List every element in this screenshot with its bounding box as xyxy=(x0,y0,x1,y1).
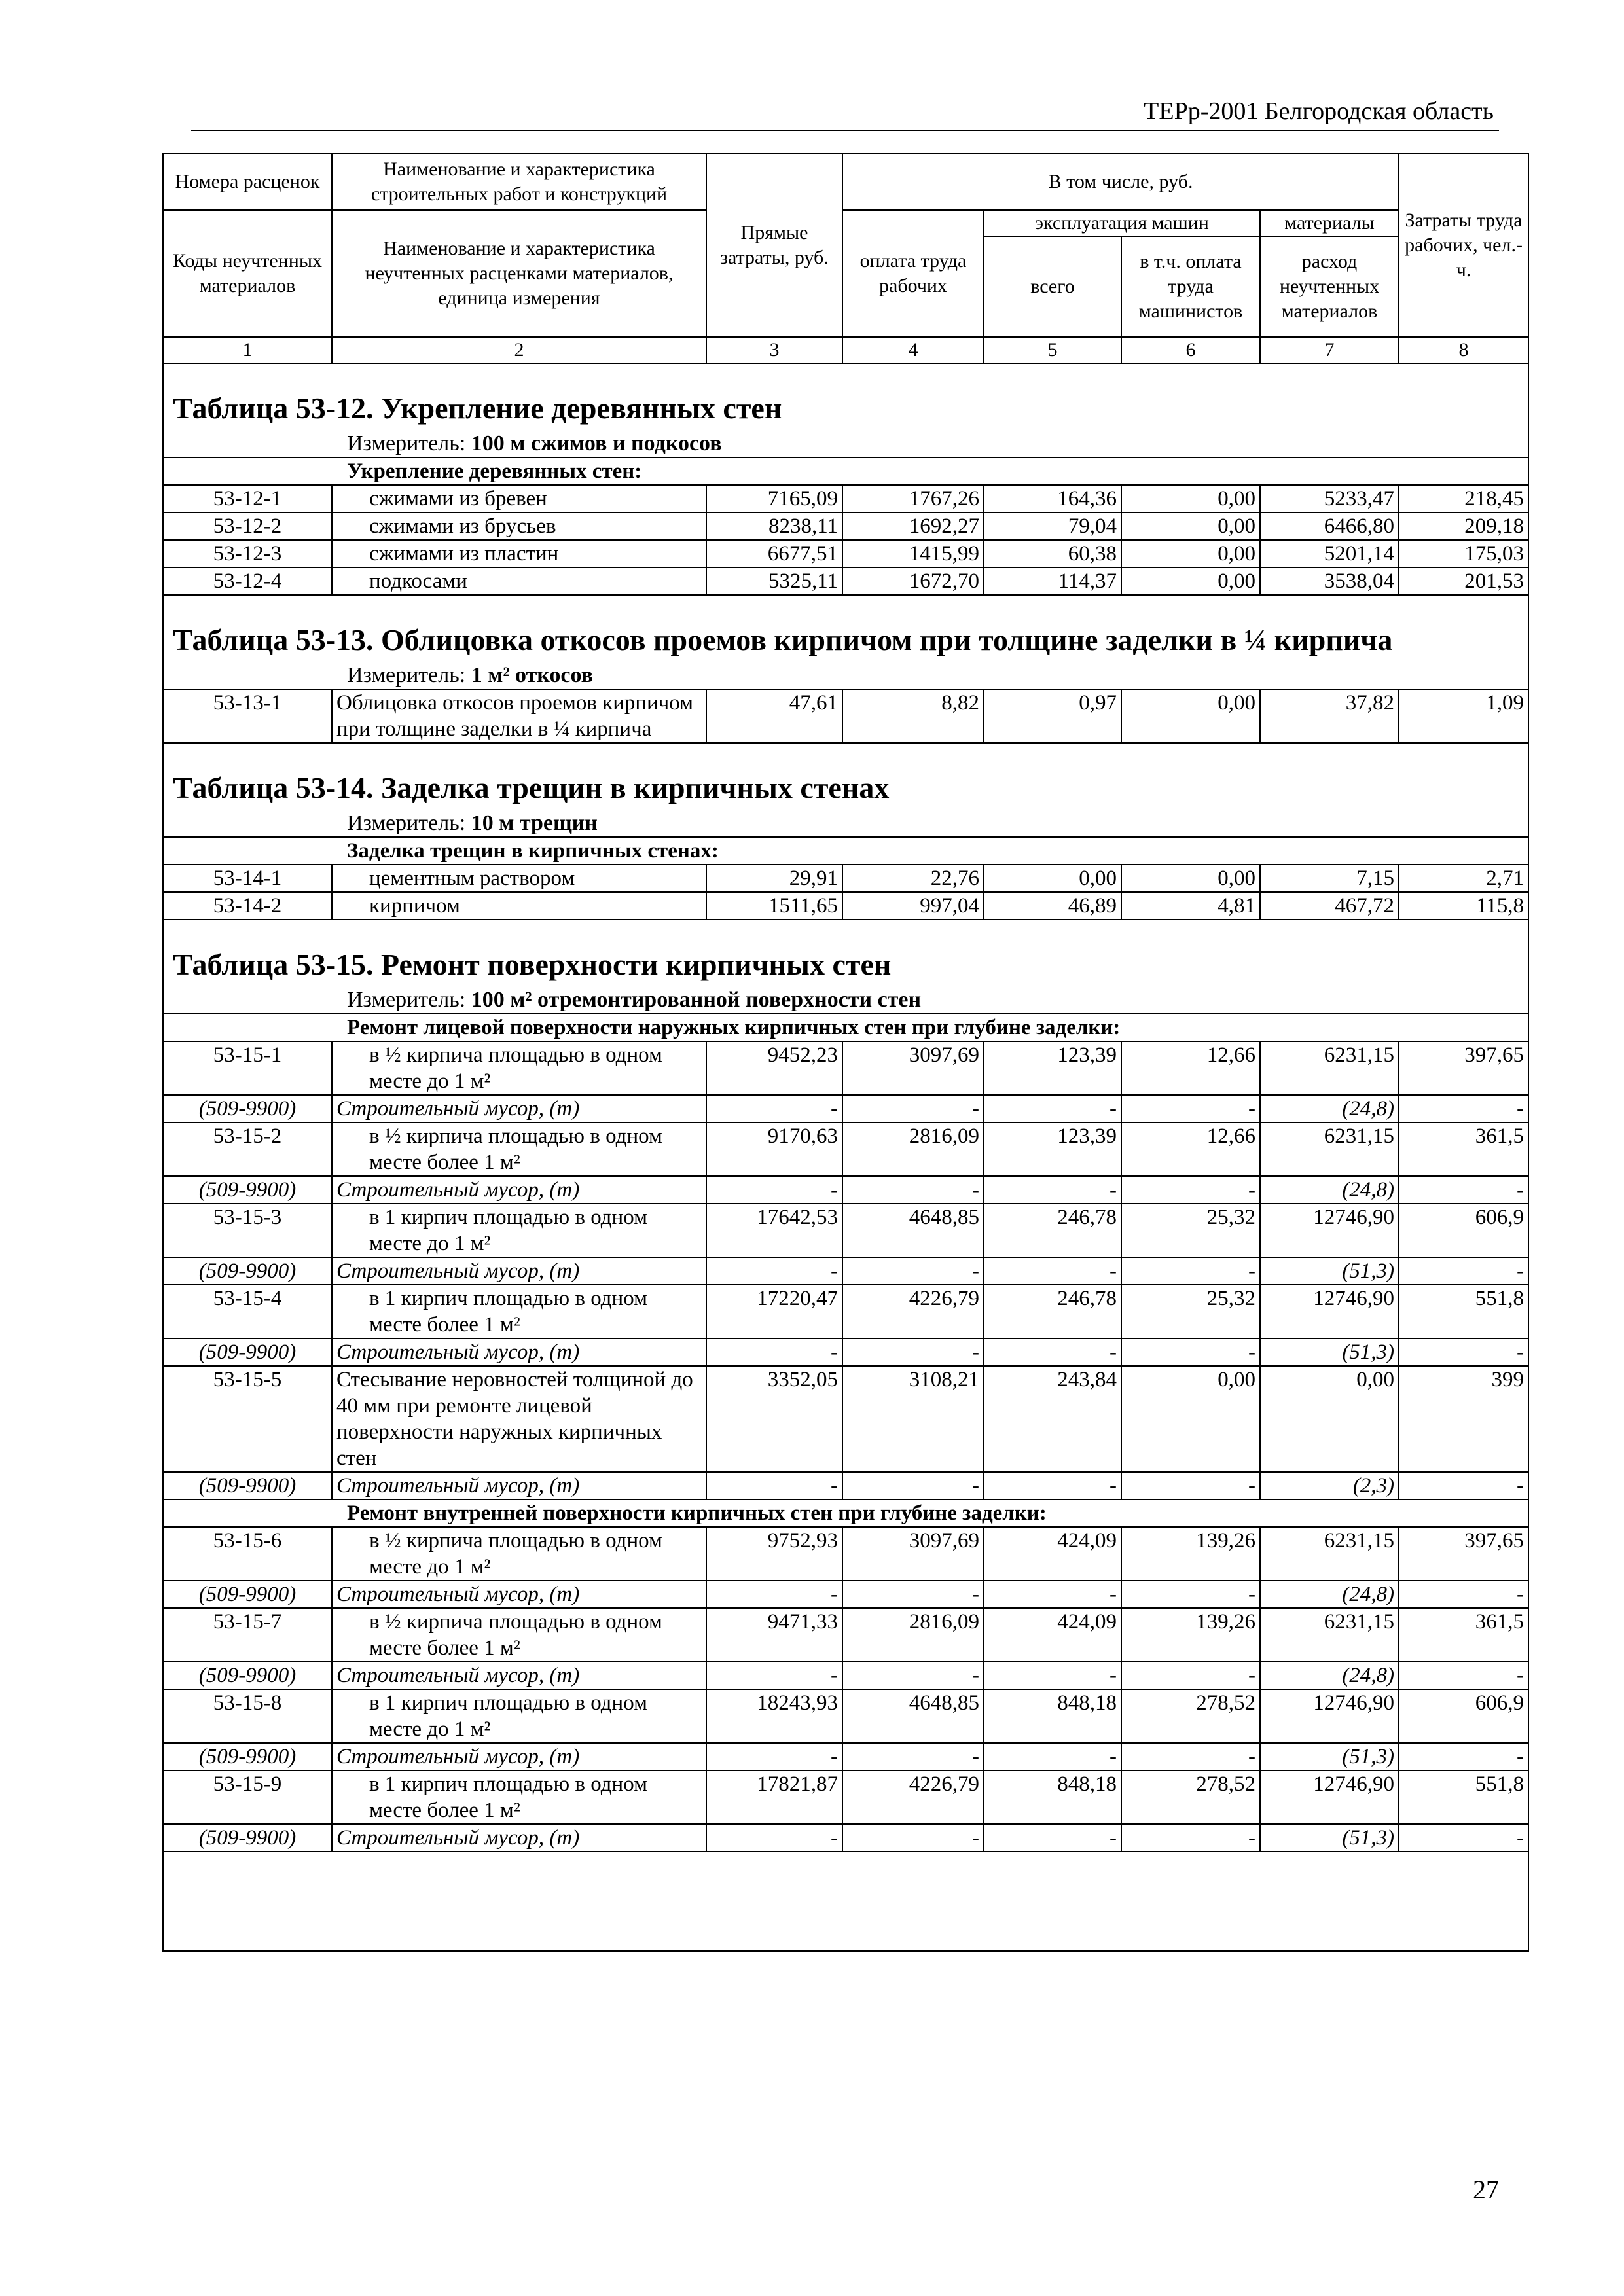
rate-code: 53-12-3 xyxy=(163,540,332,567)
value-cell: 7,15 xyxy=(1260,865,1399,892)
section-title-row xyxy=(163,363,1528,431)
value-cell: - xyxy=(706,1662,842,1689)
value-cell: 6466,80 xyxy=(1260,512,1399,540)
material-row xyxy=(163,1095,1528,1122)
value-cell: - xyxy=(706,1338,842,1366)
table-row xyxy=(163,1122,1528,1176)
work-name: в 1 кирпич площадью в одном месте до 1 м² xyxy=(332,1689,706,1743)
value-cell: - xyxy=(842,1472,984,1499)
value-cell: 17220,47 xyxy=(706,1285,842,1338)
value-cell: 0,00 xyxy=(1121,567,1260,595)
col-number: 1 xyxy=(163,337,332,363)
value-cell: 0,97 xyxy=(984,689,1121,743)
rate-code: 53-15-8 xyxy=(163,1689,332,1743)
value-cell: - xyxy=(1121,1095,1260,1122)
value-cell: 0,00 xyxy=(984,865,1121,892)
table-row xyxy=(163,892,1528,920)
value-cell: - xyxy=(1121,1824,1260,1852)
value-cell: 9452,23 xyxy=(706,1041,842,1095)
value-cell: - xyxy=(842,1095,984,1122)
value-cell: 551,8 xyxy=(1399,1770,1528,1824)
group-heading: Укрепление деревянных стен: xyxy=(163,457,1528,485)
material-row xyxy=(163,1824,1528,1852)
value-cell: 164,36 xyxy=(984,485,1121,512)
value-cell: - xyxy=(842,1824,984,1852)
measure-value: 100 м сжимов и подкосов xyxy=(471,431,722,456)
value-cell: 139,26 xyxy=(1121,1608,1260,1662)
value-cell: 606,9 xyxy=(1399,1204,1528,1257)
table-row xyxy=(163,540,1528,567)
rate-code: 53-15-6 xyxy=(163,1527,332,1581)
measure-row xyxy=(163,662,1528,689)
col-number: 7 xyxy=(1260,337,1399,363)
value-cell: - xyxy=(1399,1581,1528,1608)
value-cell: 0,00 xyxy=(1121,512,1260,540)
page-header xyxy=(191,97,1499,131)
material-code: (509-9900) xyxy=(163,1662,332,1689)
measure-label: Измеритель: xyxy=(347,431,471,456)
value-cell: - xyxy=(842,1581,984,1608)
rate-code: 53-13-1 xyxy=(163,689,332,743)
table-row xyxy=(163,1285,1528,1338)
rate-code: 53-14-2 xyxy=(163,892,332,920)
col-number: 8 xyxy=(1399,337,1528,363)
value-cell: 361,5 xyxy=(1399,1608,1528,1662)
rate-code: 53-12-1 xyxy=(163,485,332,512)
group-row xyxy=(163,837,1528,865)
material-name: Строительный мусор, (т) xyxy=(332,1338,706,1366)
value-cell: 9752,93 xyxy=(706,1527,842,1581)
value-cell: 60,38 xyxy=(984,540,1121,567)
col-mach-total: всего xyxy=(984,236,1121,337)
value-cell: - xyxy=(1121,1338,1260,1366)
col-mach: эксплуатация машин xyxy=(984,210,1260,236)
col-incl: В том числе, руб. xyxy=(842,154,1399,210)
value-cell: - xyxy=(1399,1743,1528,1770)
value-cell: - xyxy=(842,1338,984,1366)
value-cell: 12746,90 xyxy=(1260,1770,1399,1824)
col-num-bottom: Коды неучтенных материалов xyxy=(163,210,332,337)
value-cell: 0,00 xyxy=(1121,865,1260,892)
table-end-row xyxy=(163,1852,1528,1951)
material-row xyxy=(163,1257,1528,1285)
value-cell: - xyxy=(984,1095,1121,1122)
rate-code: 53-15-1 xyxy=(163,1041,332,1095)
measure-row xyxy=(163,431,1528,457)
value-cell: 8238,11 xyxy=(706,512,842,540)
value-cell: 6231,15 xyxy=(1260,1608,1399,1662)
measure-value: 100 м² отремонтированной поверхности стен xyxy=(471,988,922,1012)
value-cell: 5233,47 xyxy=(1260,485,1399,512)
value-cell: 3097,69 xyxy=(842,1041,984,1095)
rate-code: 53-12-2 xyxy=(163,512,332,540)
value-cell: 997,04 xyxy=(842,892,984,920)
value-cell: 7165,09 xyxy=(706,485,842,512)
value-cell: 5325,11 xyxy=(706,567,842,595)
measure-value: 1 м² откосов xyxy=(471,663,594,687)
material-code: (509-9900) xyxy=(163,1824,332,1852)
value-cell: - xyxy=(706,1472,842,1499)
table-row xyxy=(163,865,1528,892)
value-cell: 17821,87 xyxy=(706,1770,842,1824)
value-cell: 2,71 xyxy=(1399,865,1528,892)
value-cell: 5201,14 xyxy=(1260,540,1399,567)
value-cell: 9471,33 xyxy=(706,1608,842,1662)
value-cell: 0,00 xyxy=(1121,689,1260,743)
value-cell: 1767,26 xyxy=(842,485,984,512)
value-cell: 424,09 xyxy=(984,1608,1121,1662)
value-cell: - xyxy=(706,1257,842,1285)
measure-label: Измеритель: xyxy=(347,663,471,687)
table-row xyxy=(163,567,1528,595)
material-code: (509-9900) xyxy=(163,1581,332,1608)
value-cell: 12,66 xyxy=(1121,1122,1260,1176)
value-cell: 361,5 xyxy=(1399,1122,1528,1176)
value-cell: 551,8 xyxy=(1399,1285,1528,1338)
value-cell: - xyxy=(1121,1743,1260,1770)
value-cell: 12746,90 xyxy=(1260,1204,1399,1257)
value-cell: 606,9 xyxy=(1399,1689,1528,1743)
measure-value: 10 м трещин xyxy=(471,811,598,835)
value-cell: - xyxy=(984,1581,1121,1608)
material-name: Строительный мусор, (т) xyxy=(332,1581,706,1608)
value-cell: 246,78 xyxy=(984,1204,1121,1257)
material-name: Строительный мусор, (т) xyxy=(332,1743,706,1770)
value-cell: 25,32 xyxy=(1121,1285,1260,1338)
material-code: (509-9900) xyxy=(163,1257,332,1285)
material-code: (509-9900) xyxy=(163,1338,332,1366)
material-name: Строительный мусор, (т) xyxy=(332,1472,706,1499)
col-direct: Прямые затраты, руб. xyxy=(706,154,842,337)
material-row xyxy=(163,1472,1528,1499)
value-cell: 0,00 xyxy=(1121,540,1260,567)
value-cell: (51,3) xyxy=(1260,1743,1399,1770)
work-name: в 1 кирпич площадью в одном месте более 1 м² xyxy=(332,1285,706,1338)
value-cell: 3538,04 xyxy=(1260,567,1399,595)
table-row xyxy=(163,1689,1528,1743)
value-cell: 12746,90 xyxy=(1260,1689,1399,1743)
value-cell: 123,39 xyxy=(984,1041,1121,1095)
value-cell: - xyxy=(984,1743,1121,1770)
value-cell: - xyxy=(1399,1176,1528,1204)
rate-code: 53-15-7 xyxy=(163,1608,332,1662)
rate-code: 53-15-3 xyxy=(163,1204,332,1257)
value-cell: 243,84 xyxy=(984,1366,1121,1472)
blank-cell xyxy=(163,1852,1528,1951)
section-title: Таблица 53-15. Ремонт поверхности кирпичных стен xyxy=(163,920,1528,987)
value-cell: 848,18 xyxy=(984,1689,1121,1743)
value-cell: 12,66 xyxy=(1121,1041,1260,1095)
column-numbers-row xyxy=(163,337,1528,363)
value-cell: 175,03 xyxy=(1399,540,1528,567)
table-row xyxy=(163,1527,1528,1581)
table-row xyxy=(163,689,1528,743)
measure-row xyxy=(163,987,1528,1014)
material-row xyxy=(163,1743,1528,1770)
value-cell: 3097,69 xyxy=(842,1527,984,1581)
value-cell: 47,61 xyxy=(706,689,842,743)
value-cell: 6231,15 xyxy=(1260,1527,1399,1581)
col-mach-wage: в т.ч. оплата труда машинистов xyxy=(1121,236,1260,337)
material-row xyxy=(163,1338,1528,1366)
header-row-1 xyxy=(163,154,1528,210)
value-cell: - xyxy=(842,1257,984,1285)
material-code: (509-9900) xyxy=(163,1095,332,1122)
value-cell: 0,00 xyxy=(1260,1366,1399,1472)
col-name-top: Наименование и характеристика строительных работ и конструкций xyxy=(332,154,706,210)
value-cell: - xyxy=(706,1176,842,1204)
material-code: (509-9900) xyxy=(163,1743,332,1770)
work-name: цементным раствором xyxy=(332,865,706,892)
value-cell: 18243,93 xyxy=(706,1689,842,1743)
measure-label: Измеритель: xyxy=(347,988,471,1012)
value-cell: - xyxy=(1399,1662,1528,1689)
value-cell: 246,78 xyxy=(984,1285,1121,1338)
work-name: сжимами из бревен xyxy=(332,485,706,512)
value-cell: 2816,09 xyxy=(842,1608,984,1662)
table-row xyxy=(163,512,1528,540)
value-cell: 4,81 xyxy=(1121,892,1260,920)
value-cell: 17642,53 xyxy=(706,1204,842,1257)
value-cell: - xyxy=(984,1338,1121,1366)
value-cell: - xyxy=(842,1662,984,1689)
value-cell: (24,8) xyxy=(1260,1095,1399,1122)
material-name: Строительный мусор, (т) xyxy=(332,1176,706,1204)
value-cell: 6231,15 xyxy=(1260,1122,1399,1176)
value-cell: 3108,21 xyxy=(842,1366,984,1472)
value-cell: 848,18 xyxy=(984,1770,1121,1824)
value-cell: - xyxy=(1121,1581,1260,1608)
value-cell: - xyxy=(984,1176,1121,1204)
value-cell: 6231,15 xyxy=(1260,1041,1399,1095)
value-cell: 1415,99 xyxy=(842,540,984,567)
value-cell: - xyxy=(1399,1824,1528,1852)
value-cell: - xyxy=(706,1743,842,1770)
value-cell: 2816,09 xyxy=(842,1122,984,1176)
value-cell: (51,3) xyxy=(1260,1338,1399,1366)
rate-code: 53-15-2 xyxy=(163,1122,332,1176)
table-row xyxy=(163,1770,1528,1824)
value-cell: 278,52 xyxy=(1121,1689,1260,1743)
value-cell: (51,3) xyxy=(1260,1257,1399,1285)
rates-table xyxy=(162,153,1529,1952)
value-cell: 123,39 xyxy=(984,1122,1121,1176)
value-cell: 0,00 xyxy=(1121,1366,1260,1472)
table-row xyxy=(163,1204,1528,1257)
value-cell: - xyxy=(1399,1095,1528,1122)
value-cell: (24,8) xyxy=(1260,1662,1399,1689)
value-cell: 4226,79 xyxy=(842,1770,984,1824)
work-name: подкосами xyxy=(332,567,706,595)
material-name: Строительный мусор, (т) xyxy=(332,1824,706,1852)
value-cell: 29,91 xyxy=(706,865,842,892)
col-mat-cons: расход неучтенных материалов xyxy=(1260,236,1399,337)
value-cell: 22,76 xyxy=(842,865,984,892)
table-row xyxy=(163,1608,1528,1662)
table-body xyxy=(163,154,1528,1951)
material-name: Строительный мусор, (т) xyxy=(332,1662,706,1689)
value-cell: 6677,51 xyxy=(706,540,842,567)
group-row xyxy=(163,457,1528,485)
value-cell: 467,72 xyxy=(1260,892,1399,920)
value-cell: 25,32 xyxy=(1121,1204,1260,1257)
value-cell: 79,04 xyxy=(984,512,1121,540)
value-cell: 4648,85 xyxy=(842,1204,984,1257)
group-heading: Ремонт внутренней поверхности кирпичных стен при глубине заделки: xyxy=(163,1499,1528,1527)
col-wage: оплата труда рабочих xyxy=(842,210,984,337)
measure-unit xyxy=(163,431,1528,457)
section-title: Таблица 53-14. Заделка трещин в кирпичных стенах xyxy=(163,743,1528,810)
value-cell: 4226,79 xyxy=(842,1285,984,1338)
table-row xyxy=(163,1366,1528,1472)
value-cell: - xyxy=(842,1176,984,1204)
value-cell: - xyxy=(1399,1257,1528,1285)
work-name: кирпичом xyxy=(332,892,706,920)
value-cell: 46,89 xyxy=(984,892,1121,920)
section-title-row xyxy=(163,595,1528,662)
value-cell: 1692,27 xyxy=(842,512,984,540)
measure-label: Измеритель: xyxy=(347,811,471,835)
group-row xyxy=(163,1014,1528,1041)
value-cell: - xyxy=(984,1824,1121,1852)
value-cell: 37,82 xyxy=(1260,689,1399,743)
work-name: в ½ кирпича площадью в одном месте до 1 м² xyxy=(332,1041,706,1095)
section-title: Таблица 53-12. Укрепление деревянных стен xyxy=(163,363,1528,431)
value-cell: - xyxy=(1121,1472,1260,1499)
measure-unit xyxy=(163,810,1528,837)
page-number: 27 xyxy=(1473,2175,1499,2204)
value-cell: 8,82 xyxy=(842,689,984,743)
rate-code: 53-15-5 xyxy=(163,1366,332,1472)
value-cell: 3352,05 xyxy=(706,1366,842,1472)
value-cell: - xyxy=(984,1662,1121,1689)
material-row xyxy=(163,1176,1528,1204)
work-name: сжимами из пластин xyxy=(332,540,706,567)
value-cell: 0,00 xyxy=(1121,485,1260,512)
value-cell: - xyxy=(1121,1662,1260,1689)
material-code: (509-9900) xyxy=(163,1176,332,1204)
value-cell: - xyxy=(706,1824,842,1852)
value-cell: 209,18 xyxy=(1399,512,1528,540)
document-title: ТЕРр-2001 Белгородская область xyxy=(1144,98,1494,125)
work-name: в ½ кирпича площадью в одном месте более 1 м² xyxy=(332,1608,706,1662)
col-num-top: Номера расценок xyxy=(163,154,332,210)
value-cell: - xyxy=(984,1472,1121,1499)
measure-unit xyxy=(163,662,1528,689)
value-cell: (51,3) xyxy=(1260,1824,1399,1852)
col-number: 2 xyxy=(332,337,706,363)
value-cell: - xyxy=(1121,1176,1260,1204)
material-code: (509-9900) xyxy=(163,1472,332,1499)
value-cell: 397,65 xyxy=(1399,1527,1528,1581)
section-title-row xyxy=(163,743,1528,810)
work-name: в ½ кирпича площадью в одном месте более 1 м² xyxy=(332,1122,706,1176)
rate-code: 53-14-1 xyxy=(163,865,332,892)
value-cell: 424,09 xyxy=(984,1527,1121,1581)
col-name-bottom: Наименование и характеристика неучтенных расценками материалов, единица измерения xyxy=(332,210,706,337)
material-row xyxy=(163,1662,1528,1689)
col-labor: Затраты труда рабочих, чел.-ч. xyxy=(1399,154,1528,337)
section-title: Таблица 53-13. Облицовка откосов проемов кирпичом при толщине заделки в ¼ кирпича xyxy=(163,595,1528,662)
rate-code: 53-15-9 xyxy=(163,1770,332,1824)
col-number: 4 xyxy=(842,337,984,363)
rate-code: 53-12-4 xyxy=(163,567,332,595)
material-name: Строительный мусор, (т) xyxy=(332,1257,706,1285)
group-heading: Заделка трещин в кирпичных стенах: xyxy=(163,837,1528,865)
value-cell: - xyxy=(842,1743,984,1770)
col-number: 5 xyxy=(984,337,1121,363)
col-mat: материалы xyxy=(1260,210,1399,236)
work-name: в ½ кирпича площадью в одном месте до 1 м² xyxy=(332,1527,706,1581)
rate-code: 53-15-4 xyxy=(163,1285,332,1338)
value-cell: 4648,85 xyxy=(842,1689,984,1743)
work-name: в 1 кирпич площадью в одном месте до 1 м² xyxy=(332,1204,706,1257)
value-cell: 218,45 xyxy=(1399,485,1528,512)
work-name: Облицовка откосов проемов кирпичом при толщине заделки в ¼ кирпича xyxy=(332,689,706,743)
value-cell: 1,09 xyxy=(1399,689,1528,743)
value-cell: 399 xyxy=(1399,1366,1528,1472)
value-cell: - xyxy=(706,1095,842,1122)
measure-unit xyxy=(163,987,1528,1014)
value-cell: 278,52 xyxy=(1121,1770,1260,1824)
value-cell: 12746,90 xyxy=(1260,1285,1399,1338)
value-cell: (24,8) xyxy=(1260,1581,1399,1608)
value-cell: - xyxy=(1399,1338,1528,1366)
value-cell: 1672,70 xyxy=(842,567,984,595)
value-cell: 9170,63 xyxy=(706,1122,842,1176)
value-cell: - xyxy=(706,1581,842,1608)
section-title-row xyxy=(163,920,1528,987)
value-cell: (2,3) xyxy=(1260,1472,1399,1499)
value-cell: (24,8) xyxy=(1260,1176,1399,1204)
material-row xyxy=(163,1581,1528,1608)
col-number: 3 xyxy=(706,337,842,363)
measure-row xyxy=(163,810,1528,837)
work-name: в 1 кирпич площадью в одном месте более 1 м² xyxy=(332,1770,706,1824)
work-name: Стесывание неровностей толщиной до 40 мм при ремонте лицевой поверхности наружных кирпичных стен xyxy=(332,1366,706,1472)
value-cell: 1511,65 xyxy=(706,892,842,920)
value-cell: 397,65 xyxy=(1399,1041,1528,1095)
value-cell: 139,26 xyxy=(1121,1527,1260,1581)
value-cell: - xyxy=(984,1257,1121,1285)
value-cell: 115,8 xyxy=(1399,892,1528,920)
table-row xyxy=(163,485,1528,512)
value-cell: - xyxy=(1121,1257,1260,1285)
col-number: 6 xyxy=(1121,337,1260,363)
work-name: сжимами из брусьев xyxy=(332,512,706,540)
table-row xyxy=(163,1041,1528,1095)
value-cell: - xyxy=(1399,1472,1528,1499)
value-cell: 201,53 xyxy=(1399,567,1528,595)
header-row-2 xyxy=(163,210,1528,236)
value-cell: 114,37 xyxy=(984,567,1121,595)
group-heading: Ремонт лицевой поверхности наружных кирпичных стен при глубине заделки: xyxy=(163,1014,1528,1041)
material-name: Строительный мусор, (т) xyxy=(332,1095,706,1122)
group-row xyxy=(163,1499,1528,1527)
